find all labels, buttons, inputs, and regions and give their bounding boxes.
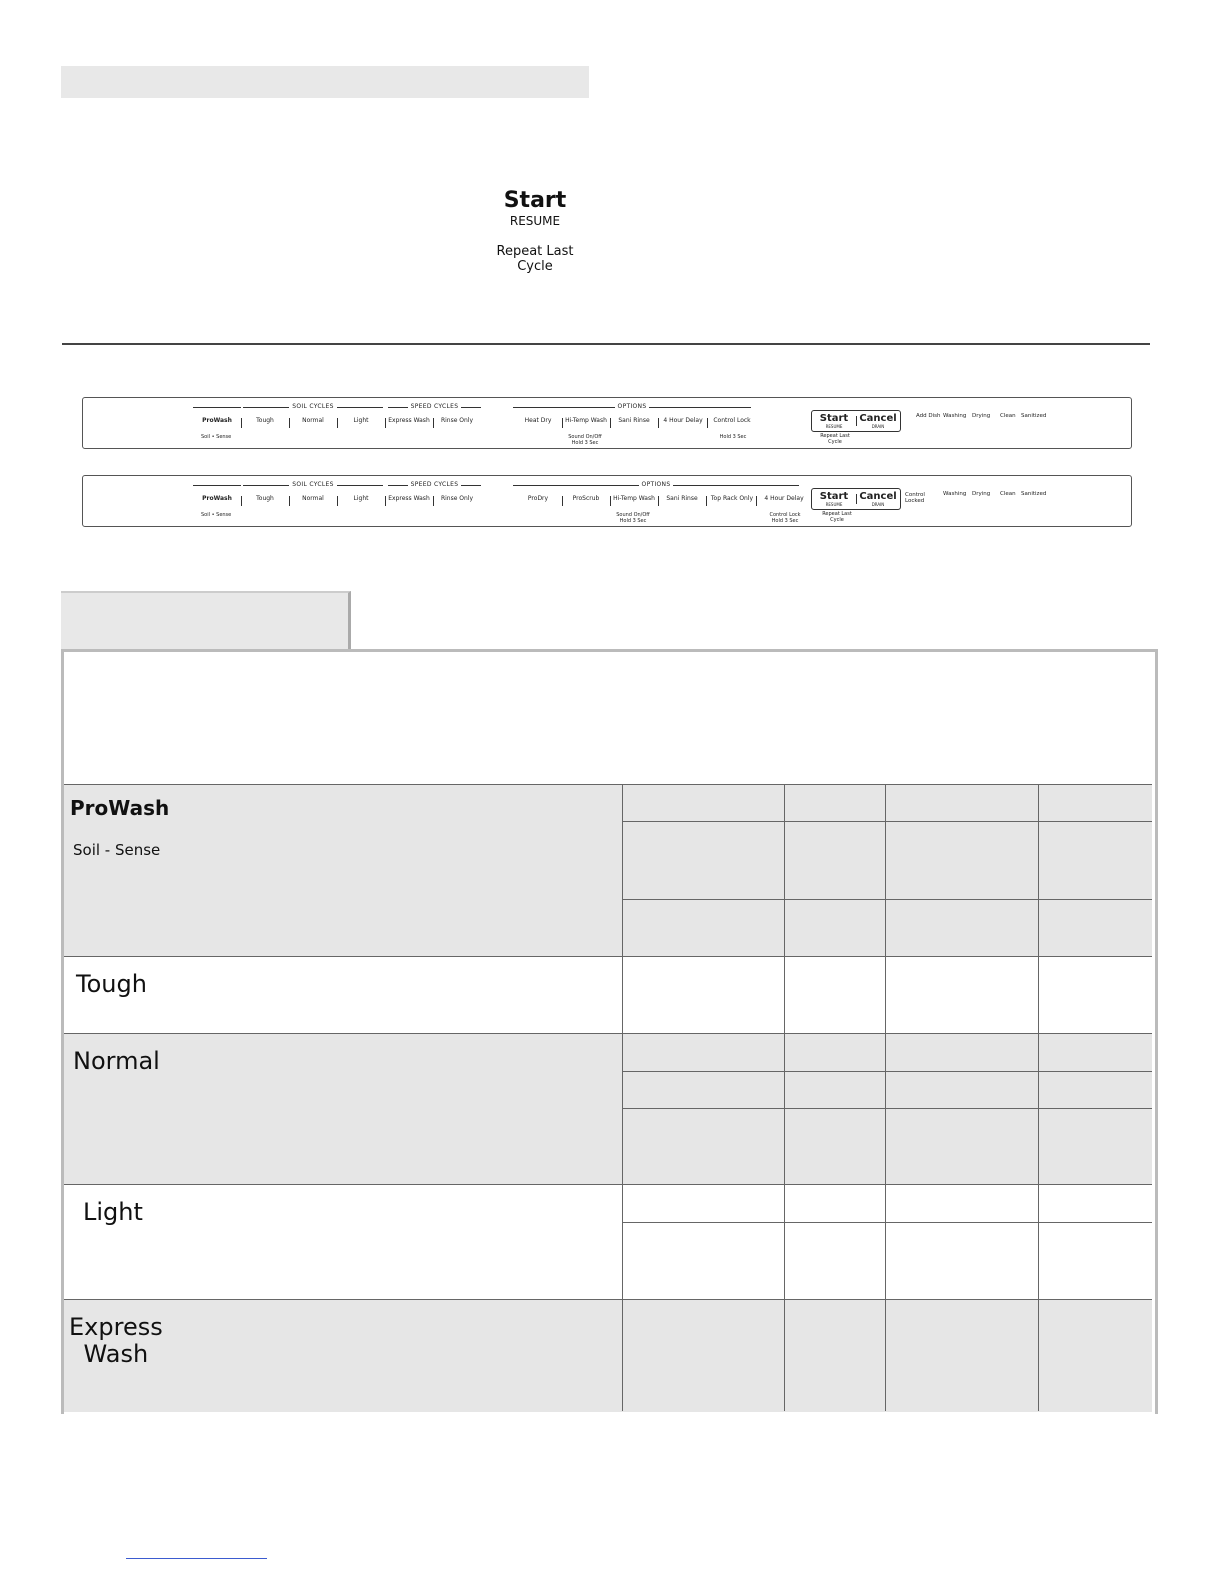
section-header-bar (61, 66, 589, 98)
cancel-button[interactable]: Cancel DRAIN (859, 413, 897, 429)
hi-temp-wash-button[interactable]: Hi-Temp Wash (613, 495, 655, 502)
cycle-sublabel-soil-sense: Soil - Sense (73, 841, 161, 859)
status-control-locked: Control Locked (905, 492, 925, 504)
status-drying: Drying (972, 413, 991, 419)
top-rack-only-button[interactable]: Top Rack Only (710, 495, 754, 502)
options-header: OPTIONS (513, 403, 751, 411)
prowash-button[interactable]: ProWash (202, 417, 232, 424)
express-wash-button[interactable]: Express Wash (388, 417, 430, 424)
table-row-light (64, 1184, 1152, 1300)
tough-button[interactable]: Tough (256, 417, 274, 424)
express-wash-button[interactable]: Express Wash (388, 495, 430, 502)
sound-note: Sound On/Off Hold 3 Sec (616, 512, 650, 524)
repeat-last-cycle-note: Repeat Last Cycle (822, 511, 852, 523)
normal-button[interactable]: Normal (302, 417, 324, 424)
status-washing: Washing (943, 413, 967, 419)
table-row-prowash (64, 784, 1152, 957)
cycle-label-light: Light (83, 1198, 143, 1226)
prowash-button[interactable]: ProWash (202, 495, 232, 502)
tough-button[interactable]: Tough (256, 495, 274, 502)
cycle-label-tough: Tough (76, 970, 147, 998)
speed-cycles-header: SPEED CYCLES (388, 403, 481, 411)
soil-cycles-header: SOIL CYCLES (243, 481, 383, 489)
speed-cycles-header: SPEED CYCLES (388, 481, 481, 489)
start-button[interactable]: Start RESUME (819, 413, 849, 429)
hold-note: Hold 3 Sec (719, 434, 747, 440)
sani-rinse-button[interactable]: Sani Rinse (666, 495, 698, 502)
start-button-illustration (480, 188, 590, 274)
rinse-only-button[interactable]: Rinse Only (440, 417, 474, 424)
cycle-label-prowash: ProWash (70, 796, 170, 820)
start-button[interactable]: Start RESUME (819, 491, 849, 507)
status-drying: Drying (972, 491, 991, 497)
cycle-label-express-wash: Express Wash (69, 1313, 163, 1368)
start-label: Start (503, 188, 567, 213)
resume-label: RESUME (509, 214, 561, 228)
status-sanitized: Sanitized (1021, 413, 1047, 419)
delay-button[interactable]: 4 Hour Delay (663, 417, 703, 424)
control-lock-button[interactable]: Control Lock (713, 417, 751, 424)
control-panel-model-a (82, 397, 1132, 449)
control-panel-model-b (82, 475, 1132, 527)
soil-sense-label: Soil • Sense (201, 512, 232, 518)
footer-link-underline[interactable] (126, 1558, 267, 1559)
cycle-label-normal: Normal (73, 1047, 160, 1075)
section-divider (62, 343, 1150, 345)
heat-dry-button[interactable]: Heat Dry (524, 417, 552, 424)
light-button[interactable]: Light (353, 417, 369, 424)
status-clean: Clean (1000, 413, 1016, 419)
status-washing: Washing (943, 491, 967, 497)
hi-temp-wash-button[interactable]: Hi-Temp Wash (565, 417, 607, 424)
control-lock-note: Control Lock Hold 3 Sec (769, 512, 801, 524)
section-tab (61, 591, 351, 651)
repeat-last-cycle-note: Repeat Last Cycle (820, 433, 850, 445)
options-header: OPTIONS (513, 481, 799, 489)
prodry-button[interactable]: ProDry (527, 495, 549, 502)
cancel-button[interactable]: Cancel DRAIN (859, 491, 897, 507)
proscrub-button[interactable]: ProScrub (572, 495, 600, 502)
repeat-last-cycle-label: Repeat Last Cycle (496, 244, 574, 274)
sani-rinse-button[interactable]: Sani Rinse (618, 417, 650, 424)
cycle-table-intro (64, 652, 1152, 784)
status-add-dish: Add Dish (916, 413, 941, 419)
start-cancel-group (811, 410, 901, 432)
light-button[interactable]: Light (353, 495, 369, 502)
soil-sense-label: Soil • Sense (201, 434, 232, 440)
delay-button[interactable]: 4 Hour Delay (764, 495, 804, 502)
table-row-normal (64, 1033, 1152, 1185)
table-row-express-wash (64, 1299, 1152, 1412)
table-row-tough (64, 956, 1152, 1034)
status-sanitized: Sanitized (1021, 491, 1047, 497)
rinse-only-button[interactable]: Rinse Only (440, 495, 474, 502)
sound-note: Sound On/Off Hold 3 Sec (568, 434, 602, 446)
normal-button[interactable]: Normal (302, 495, 324, 502)
soil-cycles-header: SOIL CYCLES (243, 403, 383, 411)
status-clean: Clean (1000, 491, 1016, 497)
start-cancel-group (811, 488, 901, 510)
